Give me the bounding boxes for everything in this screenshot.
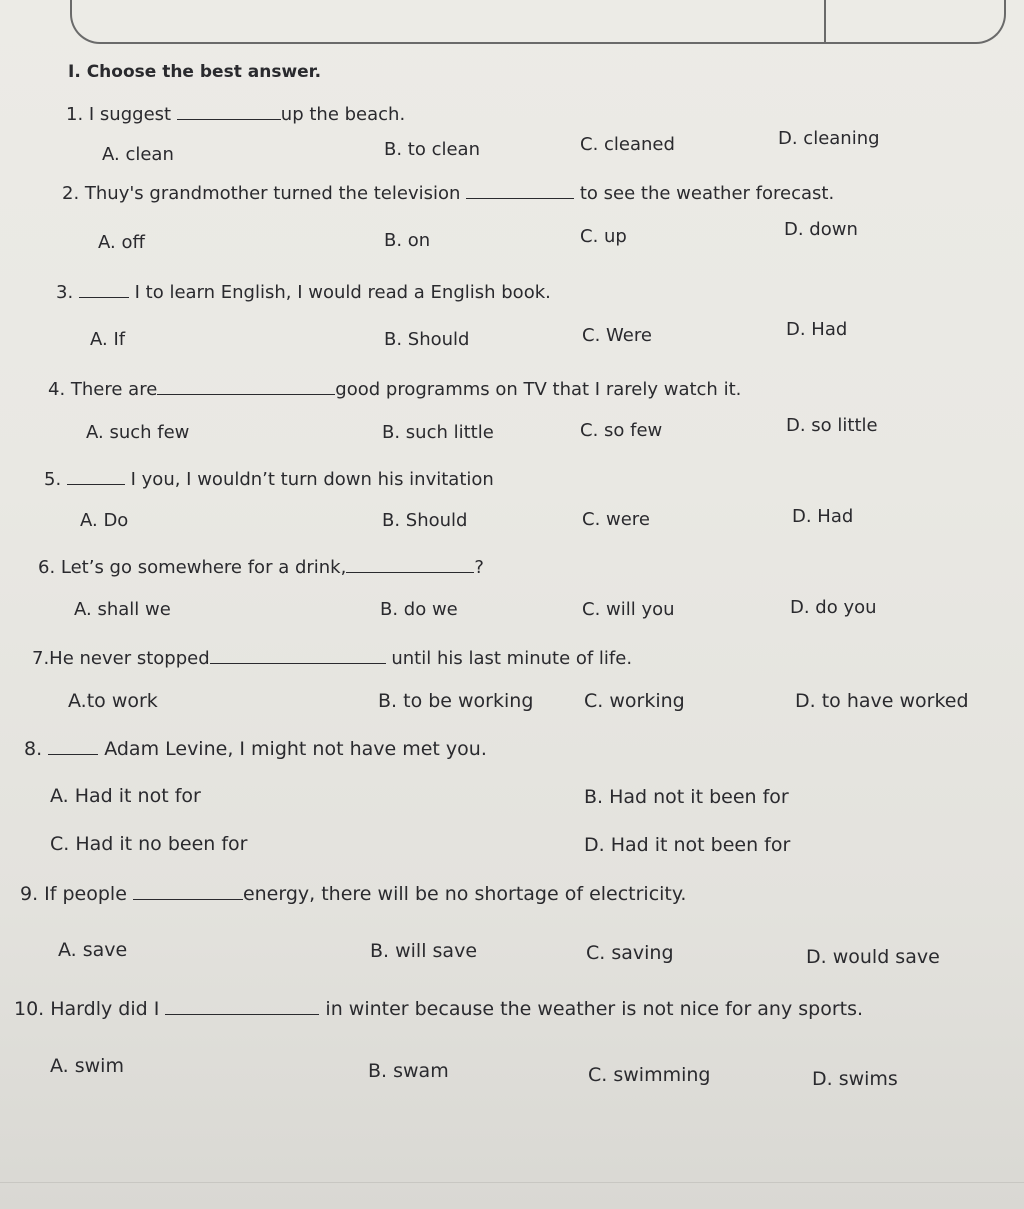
option-a: A. If xyxy=(90,329,126,350)
answer-blank xyxy=(48,736,98,755)
option-b: B. do we xyxy=(380,599,458,620)
option-d: D. swims xyxy=(812,1068,898,1090)
option-d: D. would save xyxy=(806,946,940,968)
option-c: C. were xyxy=(582,509,650,530)
option-a: A. clean xyxy=(102,144,174,165)
option-b: B. Had not it been for xyxy=(584,786,789,808)
answer-blank xyxy=(133,881,243,900)
option-c: C. up xyxy=(580,226,627,247)
answer-blank xyxy=(67,466,125,485)
option-b: B. Should xyxy=(382,510,468,531)
header-box-divider xyxy=(824,0,826,42)
option-d: D. so little xyxy=(786,415,878,436)
question-text-post: energy, there will be no shortage of electricity. xyxy=(242,883,687,905)
option-a: A. save xyxy=(58,939,128,961)
question-text-pre: 8. xyxy=(24,738,49,760)
option-c: C. will you xyxy=(582,599,675,620)
question-text-pre: 5. xyxy=(44,469,67,490)
question-text-pre: 6. Let’s go somewhere for a drink, xyxy=(38,557,347,578)
option-d: D. Had xyxy=(792,506,854,527)
option-c: C. working xyxy=(584,690,685,712)
option-b: B. on xyxy=(384,230,431,251)
paper-bottom-edge xyxy=(0,1182,1024,1183)
question-text-post: ? xyxy=(474,557,484,578)
question-text-pre: 7.He never stopped xyxy=(32,648,210,669)
answer-blank xyxy=(346,554,474,573)
option-c: C. Were xyxy=(582,325,652,346)
option-c: C. Had it no been for xyxy=(50,833,248,855)
question-text-post: Adam Levine, I might not have met you. xyxy=(98,738,487,760)
answer-blank xyxy=(79,279,129,298)
option-a: A.to work xyxy=(68,690,158,712)
option-c: C. so few xyxy=(580,420,663,441)
option-d: D. to have worked xyxy=(795,690,969,712)
question-9 xyxy=(20,881,686,905)
question-1 xyxy=(66,101,405,125)
option-a: A. such few xyxy=(86,422,190,443)
question-text-post: I you, I wouldn’t turn down his invitation xyxy=(124,469,494,490)
question-text-post: until his last minute of life. xyxy=(385,648,633,669)
option-d: D. Had xyxy=(786,319,848,340)
question-text-pre: 10. Hardly did I xyxy=(14,998,166,1020)
option-a: A. shall we xyxy=(74,599,171,620)
question-8 xyxy=(24,736,487,760)
question-text-pre: 1. I suggest xyxy=(66,104,177,125)
question-5 xyxy=(44,466,494,490)
section-heading: I. Choose the best answer. xyxy=(68,62,322,82)
option-a: A. off xyxy=(98,232,145,253)
option-b: B. swam xyxy=(368,1060,449,1082)
option-a: A. Do xyxy=(80,510,129,531)
answer-blank xyxy=(165,996,319,1015)
question-text-pre: 4. There are xyxy=(48,379,158,400)
question-3 xyxy=(56,279,551,303)
answer-blank xyxy=(466,180,574,199)
option-a: A. swim xyxy=(50,1055,124,1077)
option-b: B. such little xyxy=(382,422,494,443)
question-text-post: up the beach. xyxy=(280,104,406,125)
option-d: D. down xyxy=(784,219,858,240)
question-text-pre: 9. If people xyxy=(20,883,133,905)
option-a: A. Had it not for xyxy=(50,785,201,807)
question-4 xyxy=(48,376,741,400)
question-text-pre: 2. Thuy's grandmother turned the television xyxy=(62,183,467,204)
option-b: B. Should xyxy=(384,329,470,350)
option-c: C. swimming xyxy=(588,1064,711,1086)
question-6 xyxy=(38,554,484,578)
question-text-post: in winter because the weather is not nice for any sports. xyxy=(319,998,864,1020)
header-box xyxy=(70,0,1006,44)
question-text-post: good programms on TV that I rarely watch it. xyxy=(335,379,742,400)
option-c: C. saving xyxy=(586,942,674,964)
question-text-pre: 3. xyxy=(56,282,79,303)
question-text-post: I to learn English, I would read a English book. xyxy=(128,282,551,303)
question-2 xyxy=(62,180,834,204)
answer-blank xyxy=(177,101,281,120)
option-d: D. do you xyxy=(790,597,877,618)
question-7 xyxy=(32,645,632,669)
option-b: B. to clean xyxy=(384,139,480,160)
answer-blank xyxy=(157,376,335,395)
question-text-post: to see the weather forecast. xyxy=(574,183,835,204)
option-b: B. to be working xyxy=(378,690,534,712)
option-d: D. Had it not been for xyxy=(584,834,791,856)
option-b: B. will save xyxy=(370,940,478,962)
answer-blank xyxy=(210,645,386,664)
question-10 xyxy=(14,996,863,1020)
option-d: D. cleaning xyxy=(778,128,880,149)
option-c: C. cleaned xyxy=(580,134,675,155)
